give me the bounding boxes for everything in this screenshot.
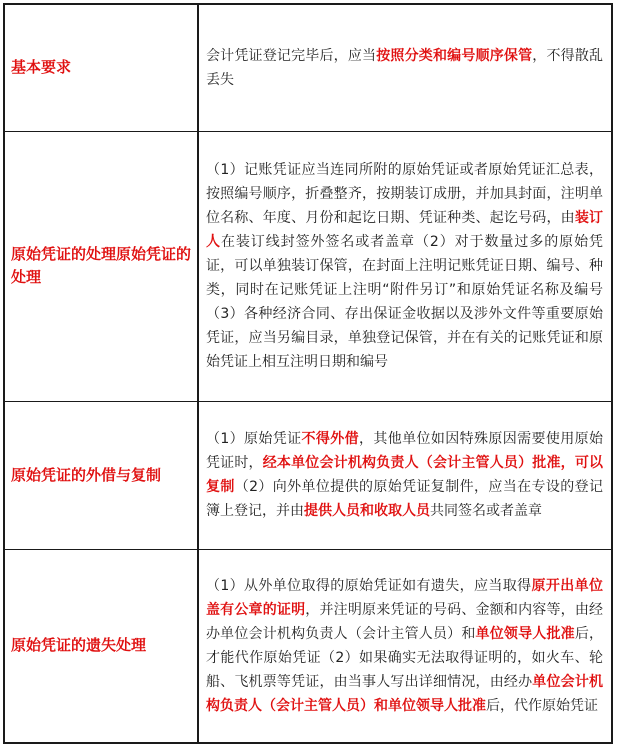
highlight-text: 经本单位会计机构负责人（会计主管人员）批准，可以复制 [206,455,604,495]
body-text: 共同签名或者盖章 [430,503,542,519]
row-label: 原始凭证的外借与复制 [4,401,198,549]
highlight-text: 单位会计机构负责人（会计主管人员）和单位领导人批准 [206,673,604,714]
voucher-storage-table [3,3,613,744]
highlight-text: 装订人 [206,210,604,250]
body-text: ，其他单位如因特殊原因需要使用原始凭证时， [206,431,604,471]
row-label: 原始凭证的遗失处理 [4,549,198,743]
body-text: 在装订线封签外签名或者盖章（2）对于数量过多的原始凭证，可以单独装订保管，在封面上注明记账凭证日期、编号、种类，同时在记账凭证上注明“附件另订”和原始凭证名称及编号（3）各种经济合同、存出保证金收据以及涉外文件等重要原始凭证，应当另编目录，单独登记保管，并在有关的记账凭证和原始凭证上相互注明日期和编号 [206,234,604,370]
body-text: ，不得散乱丢失 [206,47,604,88]
body-text: 后，才能代作原始凭证（2）如果确实无法取得证明的，如火车、轮船、飞机票等凭证，由当事人写出详细情况，由经办 [206,625,604,690]
row-content [198,131,612,401]
row-content [198,549,612,743]
highlight-text: 原开出单位盖有公章的证明 [206,577,604,618]
body-text: 后，代作原始凭证 [486,697,598,714]
table-row [4,401,612,549]
highlight-text: 提供人员和收取人员 [304,503,430,519]
row-label: 基本要求 [4,4,198,131]
row-content [198,401,612,549]
body-text: （2）向外单位提供的原始凭证复制件，应当在专设的登记簿上登记，并由 [206,479,604,519]
row-content [198,4,612,131]
highlight-text: 单位领导人批准 [475,625,575,642]
row-label: 原始凭证的处理原始凭证的处理 [4,131,198,401]
table-row [4,131,612,401]
highlight-text: 按照分类和编号顺序保管 [376,47,533,64]
body-text: （1）原始凭证 [206,431,302,447]
highlight-text: 不得外借 [301,431,360,447]
body-text: （1）记账凭证应当连同所附的原始凭证或者原始凭证汇总表，按照编号顺序，折叠整齐，按期装订成册，并加具封面，注明单位名称、年度、月份和起讫日期、凭证种类、起讫号码，由 [206,162,603,226]
table-row [4,4,612,131]
body-text: （1）从外单位取得的原始凭证如有遗失，应当取得 [206,577,532,594]
table-row [4,549,612,743]
body-text: 会计凭证登记完毕后，应当 [206,47,377,64]
body-text: ，并注明原来凭证的号码、金额和内容等，由经办单位会计机构负责人（会计主管人员）和 [206,601,603,642]
